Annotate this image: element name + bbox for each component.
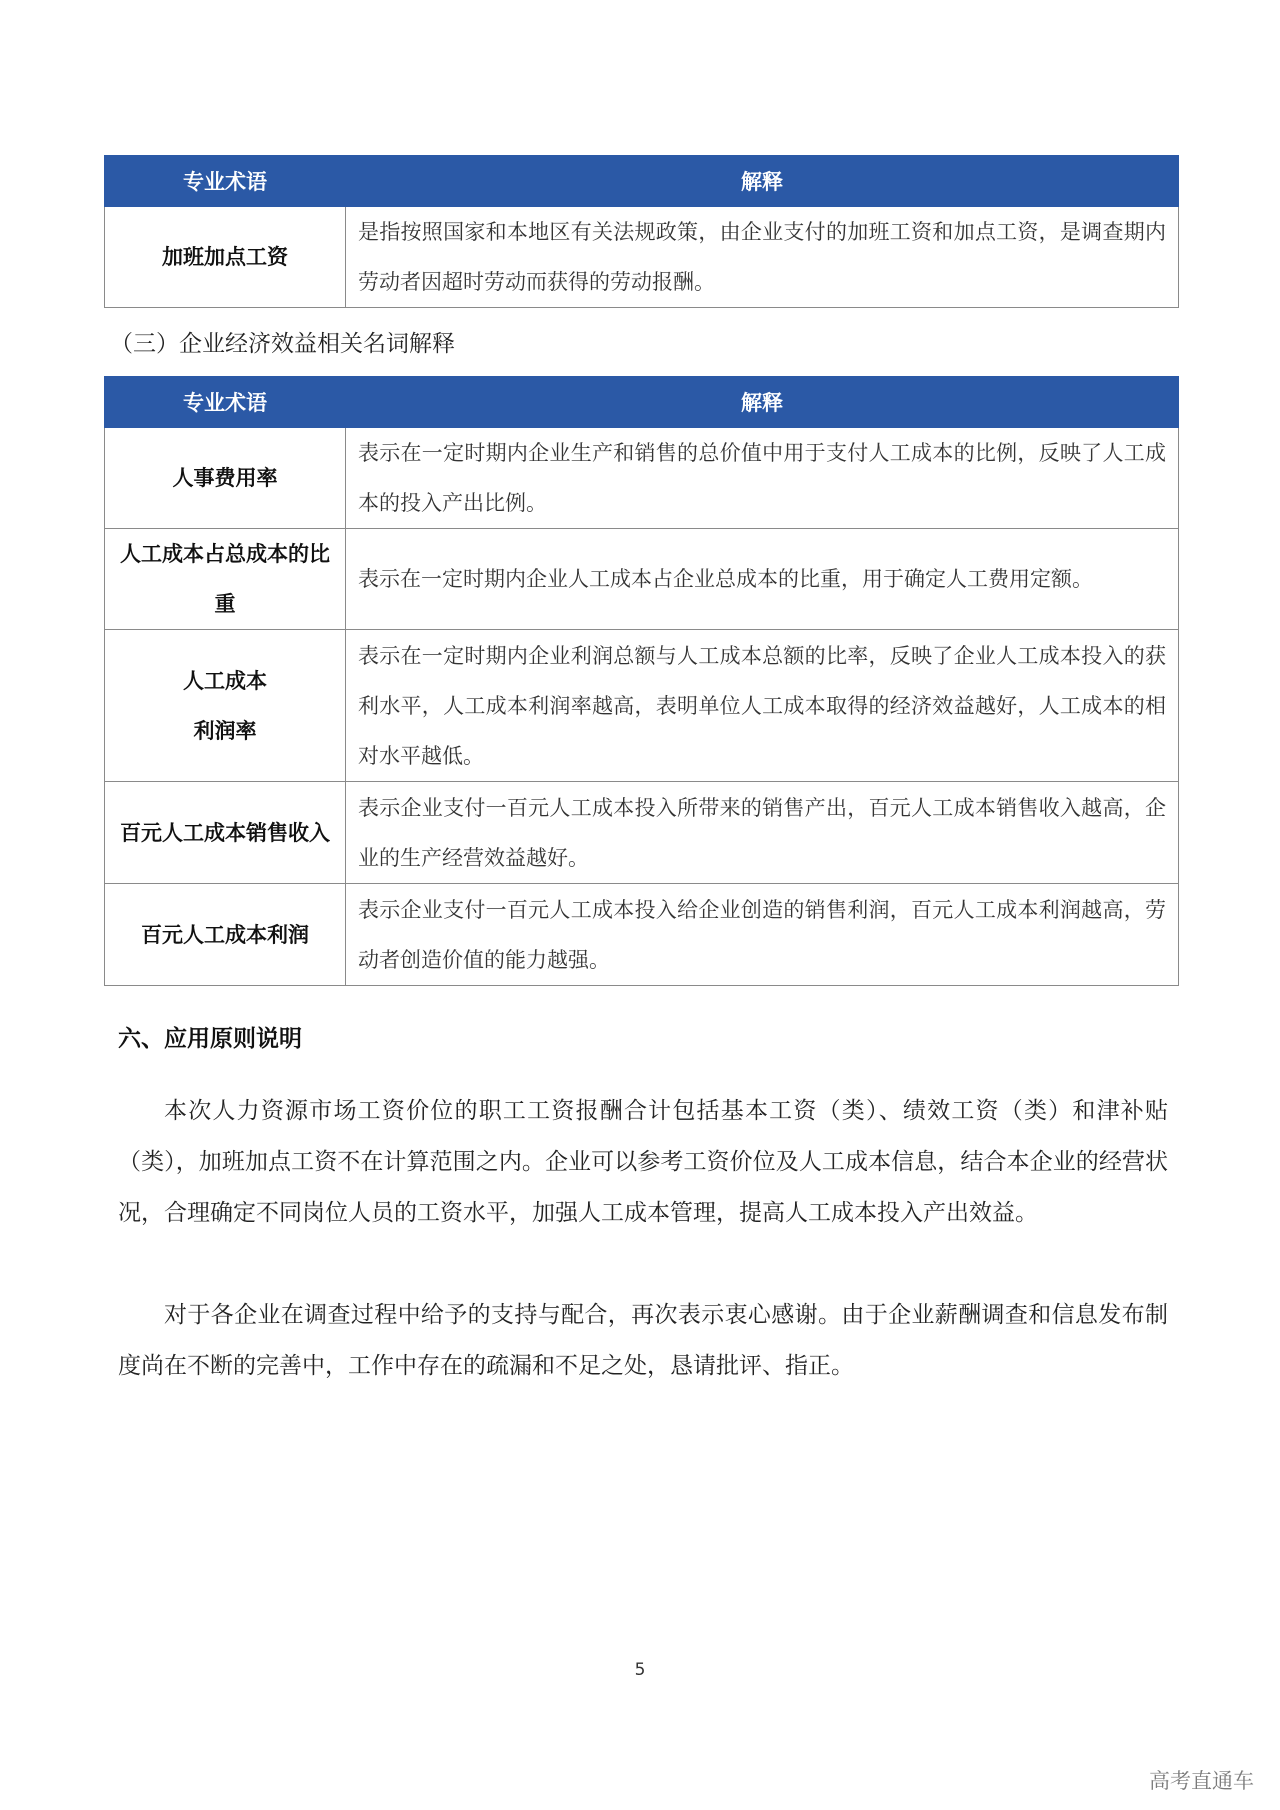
term-cell (105, 630, 346, 782)
header-term: 专业术语 (105, 377, 346, 428)
explanation-cell: 表示企业支付一百元人工成本投入给企业创造的销售利润，百元人工成本利润越高，劳动者创造价值的能力越强。 (346, 884, 1179, 986)
explanation-cell: 表示在一定时期内企业利润总额与人工成本总额的比率，反映了企业人工成本投入的获利水平，人工成本利润率越高，表明单位人工成本取得的经济效益越好，人工成本的相对水平越低。 (346, 630, 1179, 782)
term-cell: 加班加点工资 (105, 207, 346, 308)
table-header-row (105, 156, 1179, 207)
header-explanation: 解释 (346, 156, 1179, 207)
paragraph-thanks: 对于各企业在调查过程中给予的支持与配合，再次表示衷心感谢。由于企业薪酬调查和信息发布制度尚在不断的完善中，工作中存在的疏漏和不足之处，恳请批评、指正。 (118, 1302, 1168, 1379)
explanation-cell: 表示在一定时期内企业人工成本占企业总成本的比重，用于确定人工费用定额。 (346, 529, 1179, 630)
header-explanation: 解释 (346, 377, 1179, 428)
table-row (105, 884, 1179, 986)
overtime-term-table (104, 155, 1179, 308)
table-row (105, 782, 1179, 884)
term-line-2: 利润率 (193, 718, 257, 743)
section-heading: 六、应用原则说明 (118, 1026, 302, 1052)
table-header-row (105, 377, 1179, 428)
subheading-economic-terms: （三）企业经济效益相关名词解释 (110, 331, 455, 357)
header-term: 专业术语 (105, 156, 346, 207)
term-line-1: 人工成本 (183, 668, 267, 693)
paragraph-application: 本次人力资源市场工资价位的职工工资报酬合计包括基本工资（类）、绩效工资（类）和津补贴（类），加班加点工资不在计算范围之内。企业可以参考工资价位及人工成本信息，结合本企业的经营状况，合理确定不同岗位人员的工资水平，加强人工成本管理，提高人工成本投入产出效益。 (118, 1098, 1168, 1226)
economic-term-table (104, 376, 1179, 986)
table-row (105, 630, 1179, 782)
page-number: 5 (634, 1660, 646, 1680)
explanation-cell: 表示在一定时期内企业生产和销售的总价值中用于支付人工成本的比例，反映了人工成本的投入产出比例。 (346, 428, 1179, 529)
table-row (105, 207, 1179, 308)
explanation-cell: 是指按照国家和本地区有关法规政策，由企业支付的加班工资和加点工资，是调查期内劳动者因超时劳动而获得的劳动报酬。 (346, 207, 1179, 308)
explanation-cell: 表示企业支付一百元人工成本投入所带来的销售产出，百元人工成本销售收入越高，企业的生产经营效益越好。 (346, 782, 1179, 884)
term-cell: 百元人工成本利润 (105, 884, 346, 986)
term-cell: 百元人工成本销售收入 (105, 782, 346, 884)
table-row (105, 529, 1179, 630)
term-cell: 人工成本占总成本的比重 (105, 529, 346, 630)
watermark: 高考直通车 (1149, 1769, 1254, 1793)
term-cell: 人事费用率 (105, 428, 346, 529)
table-row (105, 428, 1179, 529)
